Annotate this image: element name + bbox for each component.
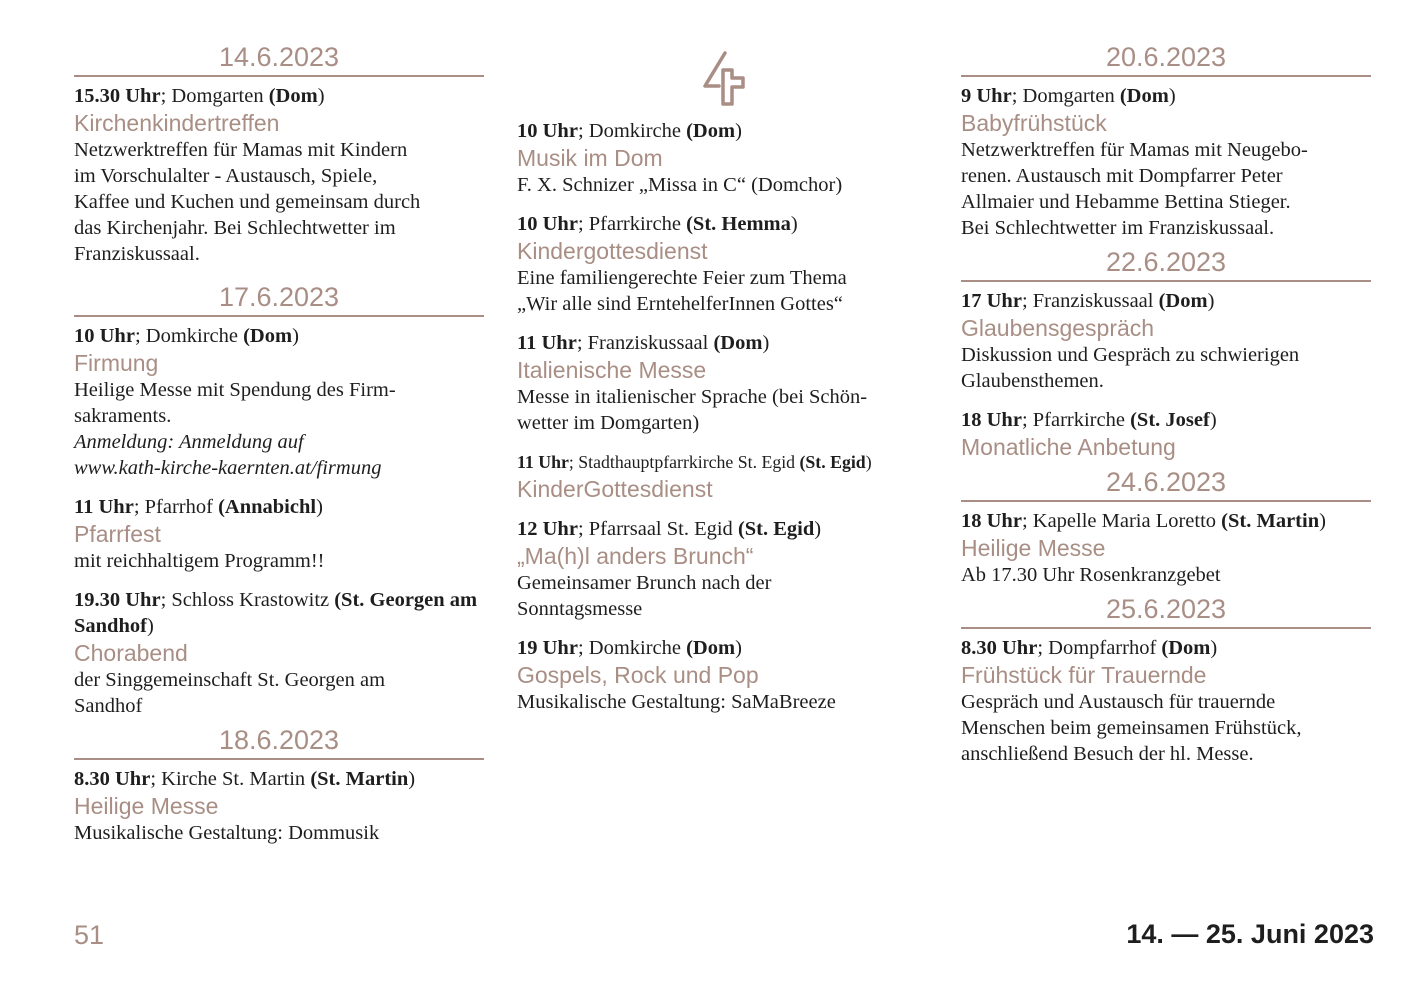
date-heading: 22.6.2023 <box>961 245 1371 282</box>
event-time-line: 18 Uhr; Kapelle Maria Loretto (St. Martin) <box>961 510 1326 532</box>
event-parish: (Annabichl <box>218 496 317 518</box>
event-time: 11 Uhr <box>517 452 569 472</box>
event-time: 8.30 Uhr <box>74 768 151 790</box>
event-location: ; Dompfarrhof <box>1037 637 1162 659</box>
event-heilige-messe-loretto <box>961 508 1371 588</box>
event-musik-im-dom <box>517 118 932 198</box>
event-parish: (St. Josef <box>1130 409 1210 431</box>
event-parish: (St. Hemma <box>686 213 791 235</box>
event-parish: (St. Martin <box>1221 510 1320 532</box>
event-parish: (Dom <box>1161 637 1211 659</box>
event-title: KinderGottesdienst <box>517 476 713 502</box>
event-time-line: 8.30 Uhr; Kirche St. Martin (St. Martin) <box>74 768 416 790</box>
event-glaubensgespraech <box>961 288 1371 394</box>
event-location: ; Domkirche <box>577 120 687 142</box>
event-description: Heilige Messe mit Spendung des Firm- sakraments. <box>74 379 396 427</box>
column-middle <box>517 40 932 728</box>
event-title: Heilige Messe <box>74 793 219 819</box>
event-fruehstueck-trauernde <box>961 635 1371 767</box>
event-location: ; Pfarrhof <box>133 496 219 518</box>
event-time: 10 Uhr <box>74 325 135 347</box>
event-parish: (Dom <box>686 637 736 659</box>
event-location: ; Kirche St. Martin <box>150 768 311 790</box>
event-title: Gospels, Rock und Pop <box>517 662 759 688</box>
event-time: 17 Uhr <box>961 290 1022 312</box>
event-location: ; Domkirche <box>577 637 687 659</box>
event-parish: (St. Georgen am Sandhof <box>74 589 478 637</box>
date-heading: 24.6.2023 <box>961 465 1371 502</box>
event-title: Frühstück für Trauernde <box>961 662 1207 688</box>
event-title: Chorabend <box>74 640 188 666</box>
event-time-line: 11 Uhr; Franziskussaal (Dom) <box>517 332 770 354</box>
date-heading: 20.6.2023 <box>961 40 1371 77</box>
event-time: 19 Uhr <box>517 637 578 659</box>
event-location: ; Domgarten <box>160 85 269 107</box>
event-title: Glaubensgespräch <box>961 315 1155 341</box>
event-location: ; Kapelle Maria Loretto <box>1021 510 1222 532</box>
event-location: ; Franziskussaal <box>576 332 714 354</box>
registration-link: www.kath-kirche-kaernten.at/firmung <box>74 457 382 479</box>
event-description: Messe in italienischer Sprache (bei Schön- wetter im Domgarten) <box>517 386 868 434</box>
event-parish: (St. Egid <box>799 452 866 472</box>
event-description: Musikalische Gestaltung: SaMaBreeze <box>517 691 836 713</box>
event-time: 18 Uhr <box>961 510 1022 532</box>
event-kindergottesdienst <box>517 211 932 317</box>
event-location: ; Domkirche <box>134 325 244 347</box>
event-title: Kindergottesdienst <box>517 238 708 264</box>
event-time: 10 Uhr <box>517 213 578 235</box>
event-parish: (Dom <box>686 120 736 142</box>
event-time: 8.30 Uhr <box>961 637 1038 659</box>
event-time-line: 12 Uhr; Pfarrsaal St. Egid (St. Egid) <box>517 518 822 540</box>
footer-date-range: 14. — 25. Juni 2023 <box>1126 919 1374 949</box>
event-time-line: 11 Uhr; Stadthauptpfarrkirche St. Egid (St. Egid) <box>517 452 872 472</box>
event-parish: (Dom <box>1119 85 1169 107</box>
column-right <box>961 40 1371 780</box>
date-heading: 25.6.2023 <box>961 592 1371 629</box>
event-time-line: 17 Uhr; Franziskussaal (Dom) <box>961 290 1215 312</box>
event-location: ; Pfarrsaal St. Egid <box>577 518 738 540</box>
event-italienische-messe <box>517 330 932 436</box>
event-description: Netzwerktreffen für Mamas mit Kindern im Vorschulalter - Austausch, Spiele, Kaffee und Kuchen und gemeinsam durch das Kirchenjahr. Bei Schlechtwetter im Franziskussaal. <box>74 139 421 265</box>
event-time: 18 Uhr <box>961 409 1022 431</box>
event-location: ; Schloss Krastowitz <box>160 589 335 611</box>
event-description: Netzwerktreffen für Mamas mit Neugebo- renen. Austausch mit Dompfarrer Peter Allmaier und Hebamme Bettina Stieger. Bei Schlechtwetter im Franziskussaal. <box>961 139 1308 239</box>
event-description: mit reichhaltigem Programm!! <box>74 550 325 572</box>
date-heading: 14.6.2023 <box>74 40 484 77</box>
event-title: Monatliche Anbetung <box>961 434 1176 460</box>
event-title: Firmung <box>74 350 159 376</box>
date-heading: 18.6.2023 <box>74 723 484 760</box>
event-title: Italienische Messe <box>517 357 707 383</box>
event-location: ; Pfarrkirche <box>577 213 687 235</box>
event-kirchenkindertreffen <box>74 83 484 267</box>
cross-4-icon <box>699 50 751 108</box>
event-description: Diskussion und Gespräch zu schwierigen Glaubensthemen. <box>961 344 1300 392</box>
event-description: Ab 17.30 Uhr Rosenkranzgebet <box>961 564 1221 586</box>
column-left <box>74 40 484 859</box>
event-description: Musikalische Gestaltung: Dommusik <box>74 822 380 844</box>
event-parish: (Dom <box>268 85 318 107</box>
event-parish: (St. Martin <box>310 768 409 790</box>
event-location: ; Domgarten <box>1011 85 1120 107</box>
event-time: 11 Uhr <box>74 496 134 518</box>
event-time-line: 10 Uhr; Pfarrkirche (St. Hemma) <box>517 213 798 235</box>
event-time-line: 19.30 Uhr; Schloss Krastowitz (St. Georgen am Sandhof) <box>74 589 478 637</box>
event-heilige-messe <box>74 766 484 846</box>
event-mahl-anders-brunch <box>517 516 932 622</box>
event-time-line: 15.30 Uhr; Domgarten (Dom) <box>74 85 325 107</box>
event-parish: (Dom <box>713 332 763 354</box>
event-time: 15.30 Uhr <box>74 85 161 107</box>
event-parish: (St. Egid <box>737 518 815 540</box>
event-time-line: 8.30 Uhr; Dompfarrhof (Dom) <box>961 637 1218 659</box>
event-pfarrfest <box>74 494 484 574</box>
event-parish: (Dom <box>243 325 293 347</box>
event-time: 19.30 Uhr <box>74 589 161 611</box>
event-time-line: 19 Uhr; Domkirche (Dom) <box>517 637 742 659</box>
event-chorabend <box>74 587 484 719</box>
event-time-line: 10 Uhr; Domkirche (Dom) <box>74 325 299 347</box>
event-time-line: 18 Uhr; Pfarrkirche (St. Josef) <box>961 409 1217 431</box>
event-description: F. X. Schnizer „Missa in C“ (Domchor) <box>517 174 843 196</box>
event-parish: (Dom <box>1158 290 1208 312</box>
event-time-line: 11 Uhr; Pfarrhof (Annabichl) <box>74 496 323 518</box>
event-time-line: 9 Uhr; Domgarten (Dom) <box>961 85 1176 107</box>
event-description: Gespräch und Austausch für trauernde Menschen beim gemeinsamen Frühstück, anschließend Besuch der hl. Messe. <box>961 691 1302 765</box>
event-time: 9 Uhr <box>961 85 1012 107</box>
event-description: der Singgemeinschaft St. Georgen am Sandhof <box>74 669 386 717</box>
event-registration-note: Anmeldung: Anmeldung auf www.kath-kirche-kaernten.at/firmung <box>74 429 484 481</box>
date-heading: 17.6.2023 <box>74 280 484 317</box>
event-title: Kirchenkindertreffen <box>74 110 280 136</box>
event-title: Heilige Messe <box>961 535 1106 561</box>
event-firmung <box>74 323 484 481</box>
event-time: 12 Uhr <box>517 518 578 540</box>
event-description: Gemeinsamer Brunch nach der Sonntagsmesse <box>517 572 772 620</box>
event-monatliche-anbetung <box>961 407 1371 461</box>
event-location: ; Pfarrkirche <box>1021 409 1131 431</box>
event-location: ; Stadthauptpfarrkirche St. Egid <box>568 452 800 472</box>
event-title: Musik im Dom <box>517 145 663 171</box>
event-babyfruehstueck <box>961 83 1371 241</box>
event-title: Pfarrfest <box>74 521 161 547</box>
event-title: „Ma(h)l anders Brunch“ <box>517 543 754 569</box>
event-title: Babyfrühstück <box>961 110 1107 136</box>
event-kindergottesdienst-egid <box>517 449 932 503</box>
page-number: 51 <box>74 920 105 950</box>
event-description: Eine familiengerechte Feier zum Thema „Wir alle sind ErntehelferInnen Gottes“ <box>517 267 847 315</box>
event-time: 10 Uhr <box>517 120 578 142</box>
event-time: 11 Uhr <box>517 332 577 354</box>
event-gospels-rock-pop <box>517 635 932 715</box>
event-location: ; Franziskussaal <box>1021 290 1159 312</box>
event-time-line: 10 Uhr; Domkirche (Dom) <box>517 120 742 142</box>
